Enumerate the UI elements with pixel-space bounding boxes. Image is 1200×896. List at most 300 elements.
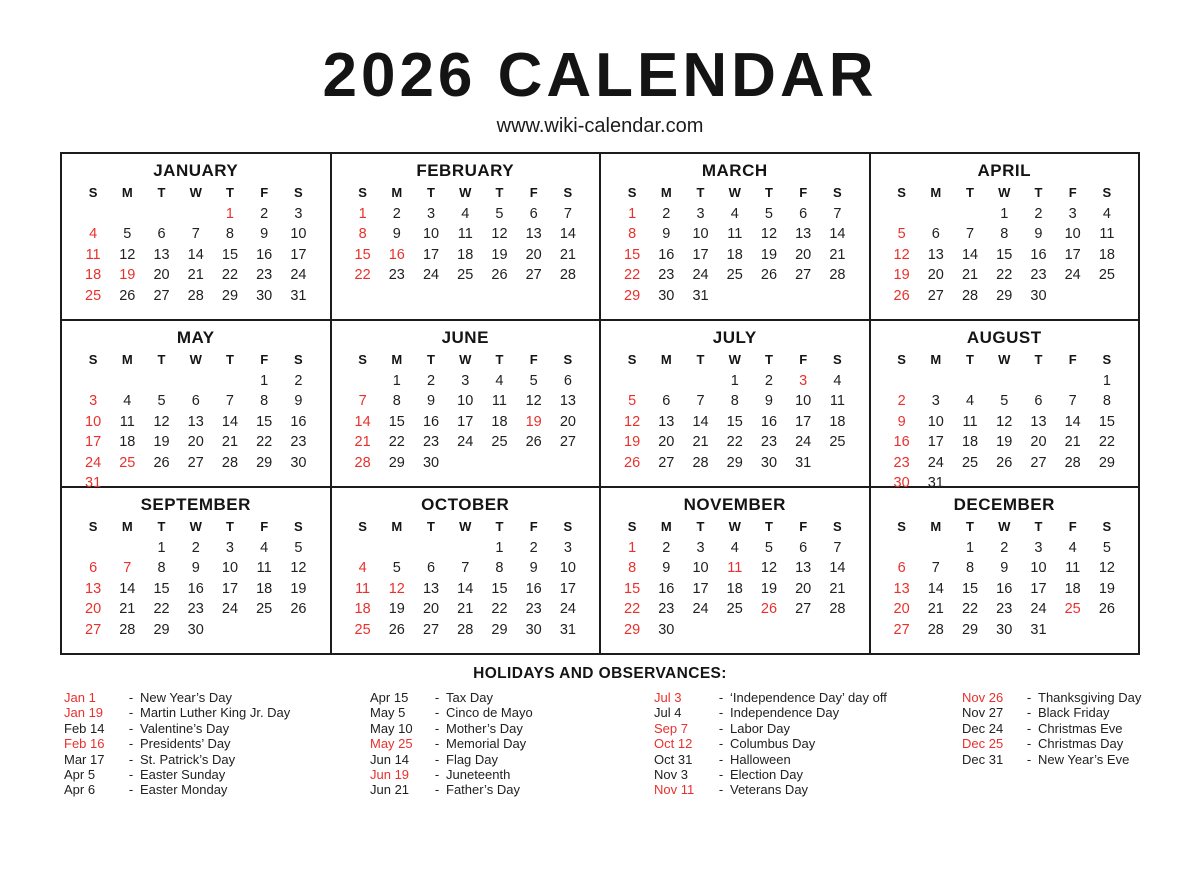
day-cell: 26: [290, 601, 307, 617]
day-cell: 16: [187, 580, 204, 597]
holiday-date: May 10: [370, 720, 413, 736]
day-cell: 17: [422, 246, 440, 263]
weekday-header: W: [459, 185, 472, 200]
holiday-name: Columbus Day: [730, 736, 816, 752]
day-cell: 8: [628, 560, 637, 576]
day-cell: 6: [1034, 393, 1043, 409]
weekday-header: T: [495, 352, 504, 367]
holiday-entry: [370, 705, 654, 720]
day-grid: [615, 350, 855, 473]
day-cell: 17: [927, 434, 944, 450]
day-cell: 21: [829, 580, 846, 597]
holiday-dash: -: [128, 751, 134, 767]
weekday-header: T: [696, 185, 705, 200]
day-cell: 25: [119, 454, 136, 471]
day-cell: 7: [965, 226, 975, 242]
day-cell: 6: [426, 560, 436, 576]
weekday-header: S: [294, 519, 303, 534]
day-cell: 17: [559, 580, 576, 597]
day-cell: 6: [563, 372, 572, 389]
day-cell: 12: [760, 560, 778, 576]
day-cell: 27: [795, 601, 812, 617]
day-cell: 7: [833, 539, 842, 556]
day-cell: 13: [658, 413, 675, 430]
day-cell: 5: [529, 372, 538, 389]
day-cell: 26: [525, 434, 542, 450]
weekday-header: F: [1068, 185, 1077, 200]
day-cell: 13: [85, 580, 102, 597]
day-cell: 20: [525, 246, 542, 263]
holiday-name: Black Friday: [1038, 705, 1110, 721]
day-cell: 24: [559, 601, 576, 617]
day-cell: 12: [996, 413, 1013, 430]
day-cell: 5: [123, 226, 132, 242]
day-cell: 8: [157, 560, 166, 576]
day-cell: 12: [525, 393, 542, 409]
day-cell: 10: [1030, 560, 1047, 576]
holiday-entry: [962, 736, 1192, 751]
day-cell: 23: [422, 434, 440, 450]
day-cell: 22: [624, 267, 641, 283]
day-cell: 30: [893, 475, 910, 491]
holiday-entry: [654, 705, 962, 720]
month-title: OCTOBER: [421, 495, 510, 514]
day-cell: 15: [1098, 413, 1115, 430]
day-grid: [885, 350, 1125, 494]
day-cell: 11: [355, 580, 371, 597]
holiday-dash: -: [718, 736, 724, 752]
day-cell: 10: [1064, 226, 1081, 242]
holiday-entry: [962, 690, 1192, 705]
day-cell: 6: [897, 560, 906, 576]
holiday-date: Apr 5: [64, 767, 96, 783]
day-cell: 29: [726, 454, 743, 471]
day-cell: 20: [1030, 434, 1047, 450]
holiday-dash: -: [1026, 751, 1032, 767]
day-cell: 19: [760, 246, 778, 263]
day-cell: 20: [85, 601, 102, 617]
holiday-entry: [654, 721, 962, 736]
holiday-date: Nov 26: [962, 690, 1004, 705]
holiday-date: Nov 3: [654, 767, 688, 783]
day-cell: 1: [157, 539, 166, 556]
holiday-name: New Year’s Eve: [1038, 751, 1130, 767]
day-cell: 16: [760, 413, 778, 430]
day-cell: 20: [422, 601, 440, 617]
day-cell: 1: [260, 372, 269, 389]
weekday-header: S: [897, 519, 906, 534]
day-cell: 14: [354, 413, 371, 430]
weekday-header: S: [1102, 352, 1112, 367]
day-cell: 18: [726, 580, 743, 597]
weekday-header: S: [1102, 185, 1112, 200]
day-cell: 3: [461, 372, 470, 389]
day-cell: 10: [927, 413, 944, 430]
day-cell: 18: [726, 246, 743, 263]
day-cell: 10: [692, 560, 709, 576]
holiday-date: Sep 7: [654, 720, 688, 736]
holiday-name: Mother’s Day: [446, 720, 523, 736]
holiday-entry: [64, 736, 370, 751]
day-cell: 14: [119, 580, 136, 597]
holiday-entry: [64, 705, 370, 720]
day-cell: 27: [422, 621, 440, 638]
month-title: MAY: [176, 328, 215, 347]
day-cell: 15: [354, 246, 371, 263]
day-cell-empty: [213, 371, 247, 392]
day-cell-empty: [885, 538, 919, 559]
weekday-header: M: [391, 352, 403, 367]
day-cell: 5: [157, 393, 166, 409]
day-cell: 8: [730, 393, 739, 409]
day-cell: 4: [730, 205, 739, 222]
day-grid: [76, 517, 316, 640]
day-cell: 4: [965, 393, 975, 409]
day-cell: 26: [1098, 601, 1115, 617]
day-cell: 1: [358, 205, 367, 222]
day-cell-empty: [380, 538, 414, 559]
day-grid: [76, 183, 316, 306]
day-cell: 22: [388, 434, 405, 450]
month-title: FEBRUARY: [416, 161, 515, 180]
month-title: JUNE: [441, 328, 489, 347]
holiday-date: Jan 19: [64, 705, 104, 721]
holiday-dash: -: [718, 705, 724, 721]
holiday-entry: [654, 736, 962, 751]
day-cell: 13: [795, 560, 812, 576]
day-cell: 19: [893, 267, 910, 283]
day-cell: 27: [927, 287, 944, 304]
weekday-header: S: [1102, 519, 1112, 534]
holiday-date: May 25: [370, 736, 413, 752]
day-cell: 24: [290, 267, 307, 283]
day-cell: 18: [1098, 246, 1115, 263]
holiday-name: Labor Day: [730, 720, 790, 736]
day-cell: 26: [893, 287, 910, 304]
day-cell: 1: [225, 205, 234, 222]
day-cell: 1: [965, 539, 975, 556]
day-cell: 4: [1068, 539, 1077, 556]
weekday-header: W: [728, 352, 741, 367]
day-cell: 5: [1102, 539, 1111, 556]
holiday-date: Jun 14: [370, 751, 410, 767]
holiday-dash: -: [128, 782, 134, 798]
day-cell: 24: [457, 434, 474, 450]
day-cell: 27: [187, 454, 204, 471]
day-grid: [346, 350, 586, 473]
day-cell: 9: [1034, 226, 1043, 242]
day-cell-empty: [414, 538, 448, 559]
day-cell: 4: [89, 226, 98, 242]
weekday-header: T: [764, 519, 773, 534]
day-cell-empty: [110, 538, 144, 559]
holiday-entry: [64, 721, 370, 736]
day-cell: 9: [662, 560, 671, 576]
day-cell: 17: [692, 580, 709, 597]
day-cell: 11: [962, 413, 978, 430]
day-cell: 13: [422, 580, 440, 597]
day-cell: 21: [119, 601, 136, 617]
day-cell: 23: [290, 434, 307, 450]
day-cell: 18: [119, 434, 136, 450]
holiday-entry: [64, 752, 370, 767]
day-cell: 28: [1064, 454, 1081, 471]
month-january: [62, 154, 332, 321]
day-cell: 31: [795, 454, 812, 471]
day-cell: 21: [829, 246, 846, 263]
day-cell: 31: [85, 475, 102, 491]
weekday-header: T: [764, 185, 773, 200]
day-cell: 14: [829, 560, 846, 576]
day-cell: 17: [290, 246, 307, 263]
weekday-header: M: [121, 185, 133, 200]
day-cell: 29: [256, 454, 273, 471]
holiday-date: Feb 14: [64, 720, 105, 736]
day-cell: 13: [1030, 413, 1047, 430]
day-cell: 3: [225, 539, 234, 556]
holiday-dash: -: [718, 690, 724, 705]
holiday-date: Dec 24: [962, 720, 1004, 736]
day-cell: 25: [1098, 267, 1115, 283]
day-cell: 30: [525, 621, 542, 638]
holiday-name: ‘Independence Day’ day off: [730, 690, 887, 705]
day-cell: 7: [358, 393, 367, 409]
holiday-entry: [654, 782, 962, 797]
day-grid: [346, 517, 586, 640]
day-cell: 21: [354, 434, 371, 450]
weekday-header: T: [696, 519, 705, 534]
month-title: NOVEMBER: [683, 495, 786, 514]
holiday-dash: -: [1026, 690, 1032, 705]
day-cell-empty: [919, 204, 953, 225]
holiday-entry: [370, 767, 654, 782]
holiday-entry: [962, 752, 1192, 767]
day-cell: 26: [760, 601, 778, 617]
day-cell: 19: [388, 601, 405, 617]
weekday-header: M: [121, 519, 133, 534]
day-cell: 21: [221, 434, 239, 450]
day-cell: 24: [85, 454, 102, 471]
day-cell: 7: [563, 205, 572, 222]
day-cell: 28: [354, 454, 371, 471]
holiday-entry: [370, 690, 654, 705]
day-cell: 21: [559, 246, 576, 263]
day-cell: 28: [961, 287, 979, 304]
day-cell: 27: [153, 287, 170, 304]
day-cell: 19: [525, 413, 542, 430]
day-cell: 9: [1000, 560, 1009, 576]
day-cell-empty: [683, 371, 717, 392]
day-cell: 12: [388, 580, 405, 597]
day-cell: 8: [225, 226, 234, 242]
holiday-dash: -: [1026, 720, 1032, 736]
day-cell: 11: [1099, 226, 1115, 242]
day-cell: 9: [897, 413, 906, 430]
weekday-header: T: [157, 352, 166, 367]
day-cell-empty: [1056, 371, 1090, 392]
day-cell: 6: [157, 226, 166, 242]
weekday-header: W: [998, 352, 1011, 367]
weekday-header: T: [225, 185, 234, 200]
holiday-name: Memorial Day: [446, 736, 527, 752]
day-cell: 11: [1065, 560, 1081, 576]
weekday-header: M: [660, 185, 672, 200]
day-cell: 28: [187, 287, 204, 304]
day-cell: 10: [795, 393, 812, 409]
day-cell: 5: [764, 205, 773, 222]
day-cell: 24: [1064, 267, 1081, 283]
month-march: [601, 154, 871, 321]
day-cell-empty: [144, 204, 178, 225]
day-cell: 15: [491, 580, 508, 597]
day-cell: 16: [996, 580, 1013, 597]
day-cell: 13: [187, 413, 204, 430]
weekday-header: T: [225, 519, 234, 534]
day-cell: 21: [1064, 434, 1081, 450]
day-cell-empty: [649, 371, 683, 392]
day-cell: 26: [388, 621, 405, 638]
weekday-header: M: [121, 352, 133, 367]
day-cell-empty: [110, 204, 144, 225]
day-cell-empty: [448, 538, 482, 559]
month-december: [871, 488, 1141, 655]
day-cell: 28: [559, 267, 576, 283]
weekday-header: W: [998, 185, 1011, 200]
day-cell: 18: [457, 246, 474, 263]
day-grid: [885, 183, 1125, 306]
holiday-date: Jul 3: [654, 690, 682, 705]
day-cell: 29: [1098, 454, 1115, 471]
day-cell: 3: [799, 372, 808, 389]
day-cell: 21: [927, 601, 944, 617]
weekday-header: S: [358, 185, 367, 200]
day-cell-empty: [76, 204, 110, 225]
holiday-column: [64, 690, 370, 798]
holiday-entry: [654, 690, 962, 705]
weekday-header: S: [88, 519, 98, 534]
day-cell: 28: [927, 621, 944, 638]
day-cell: 1: [1102, 372, 1111, 389]
day-cell: 22: [1098, 434, 1115, 450]
day-cell: 3: [1068, 205, 1077, 222]
day-cell: 12: [290, 560, 307, 576]
day-cell: 16: [658, 580, 675, 597]
day-cell: 16: [658, 246, 675, 263]
day-cell: 12: [153, 413, 170, 430]
day-cell: 15: [961, 580, 979, 597]
holiday-entry: [962, 705, 1192, 720]
month-title: MARCH: [701, 161, 768, 180]
day-cell: 15: [256, 413, 273, 430]
day-cell: 20: [153, 267, 170, 283]
day-cell: 25: [726, 267, 743, 283]
day-cell: 21: [961, 267, 979, 283]
day-cell: 22: [996, 267, 1013, 283]
weekday-header: S: [833, 185, 842, 200]
month-august: [871, 321, 1141, 491]
day-cell: 19: [491, 246, 508, 263]
day-cell: 25: [961, 454, 979, 471]
day-cell: 7: [1068, 393, 1077, 409]
holiday-entry: [370, 782, 654, 797]
day-cell-empty: [885, 371, 919, 392]
weekday-header: T: [495, 185, 504, 200]
day-cell: 17: [221, 580, 239, 597]
day-cell: 22: [354, 267, 371, 283]
day-cell: 19: [624, 434, 641, 450]
holidays-heading: HOLIDAYS AND OBSERVANCES:: [473, 665, 727, 682]
day-cell: 4: [1102, 205, 1111, 222]
weekday-header: S: [88, 185, 98, 200]
day-cell: 22: [961, 601, 979, 617]
day-cell: 17: [1064, 246, 1081, 263]
day-cell-empty: [346, 538, 380, 559]
holiday-name: Easter Monday: [140, 782, 228, 798]
day-cell: 9: [662, 226, 671, 242]
day-cell: 20: [658, 434, 675, 450]
day-cell: 23: [658, 267, 675, 283]
day-cell: 16: [893, 434, 910, 450]
day-cell: 2: [260, 205, 269, 222]
day-cell: 30: [290, 454, 307, 471]
weekday-header: F: [529, 519, 538, 534]
day-cell: 30: [422, 454, 440, 471]
holidays-list: [64, 690, 1200, 798]
weekday-header: T: [764, 352, 773, 367]
day-cell: 23: [996, 601, 1013, 617]
holiday-dash: -: [434, 720, 440, 736]
day-cell: 27: [1030, 454, 1047, 471]
day-cell: 8: [495, 560, 504, 576]
holiday-entry: [64, 782, 370, 797]
day-cell: 30: [996, 621, 1013, 638]
day-cell: 20: [559, 413, 576, 430]
day-cell: 8: [628, 226, 637, 242]
day-cell: 28: [829, 267, 846, 283]
month-title: DECEMBER: [953, 495, 1055, 514]
day-cell: 30: [1030, 287, 1047, 304]
day-cell: 4: [730, 539, 739, 556]
holiday-date: Dec 31: [962, 751, 1004, 767]
day-cell: 13: [795, 226, 812, 242]
day-cell: 5: [392, 560, 401, 576]
day-cell: 22: [624, 601, 641, 617]
holiday-name: Cinco de Mayo: [446, 705, 533, 721]
day-cell: 26: [491, 267, 508, 283]
month-title: AUGUST: [966, 328, 1042, 347]
day-cell: 13: [893, 580, 910, 597]
day-cell: 3: [426, 205, 436, 222]
weekday-header: F: [799, 519, 808, 534]
holiday-name: Juneteenth: [446, 767, 511, 783]
holiday-dash: -: [718, 751, 724, 767]
day-cell: 20: [795, 580, 812, 597]
weekday-header: F: [260, 185, 269, 200]
month-september: [62, 488, 332, 655]
month-november: [601, 488, 871, 655]
day-cell: 11: [491, 393, 507, 409]
day-cell-empty: [179, 371, 213, 392]
holiday-name: Halloween: [730, 751, 791, 767]
day-cell: 29: [961, 621, 979, 638]
weekday-header: S: [563, 519, 573, 534]
day-cell: 26: [624, 454, 641, 471]
day-cell: 16: [388, 246, 405, 263]
holiday-entry: [962, 721, 1192, 736]
holiday-name: Christmas Eve: [1038, 720, 1123, 736]
weekday-header: M: [660, 352, 672, 367]
day-cell: 4: [495, 372, 504, 389]
